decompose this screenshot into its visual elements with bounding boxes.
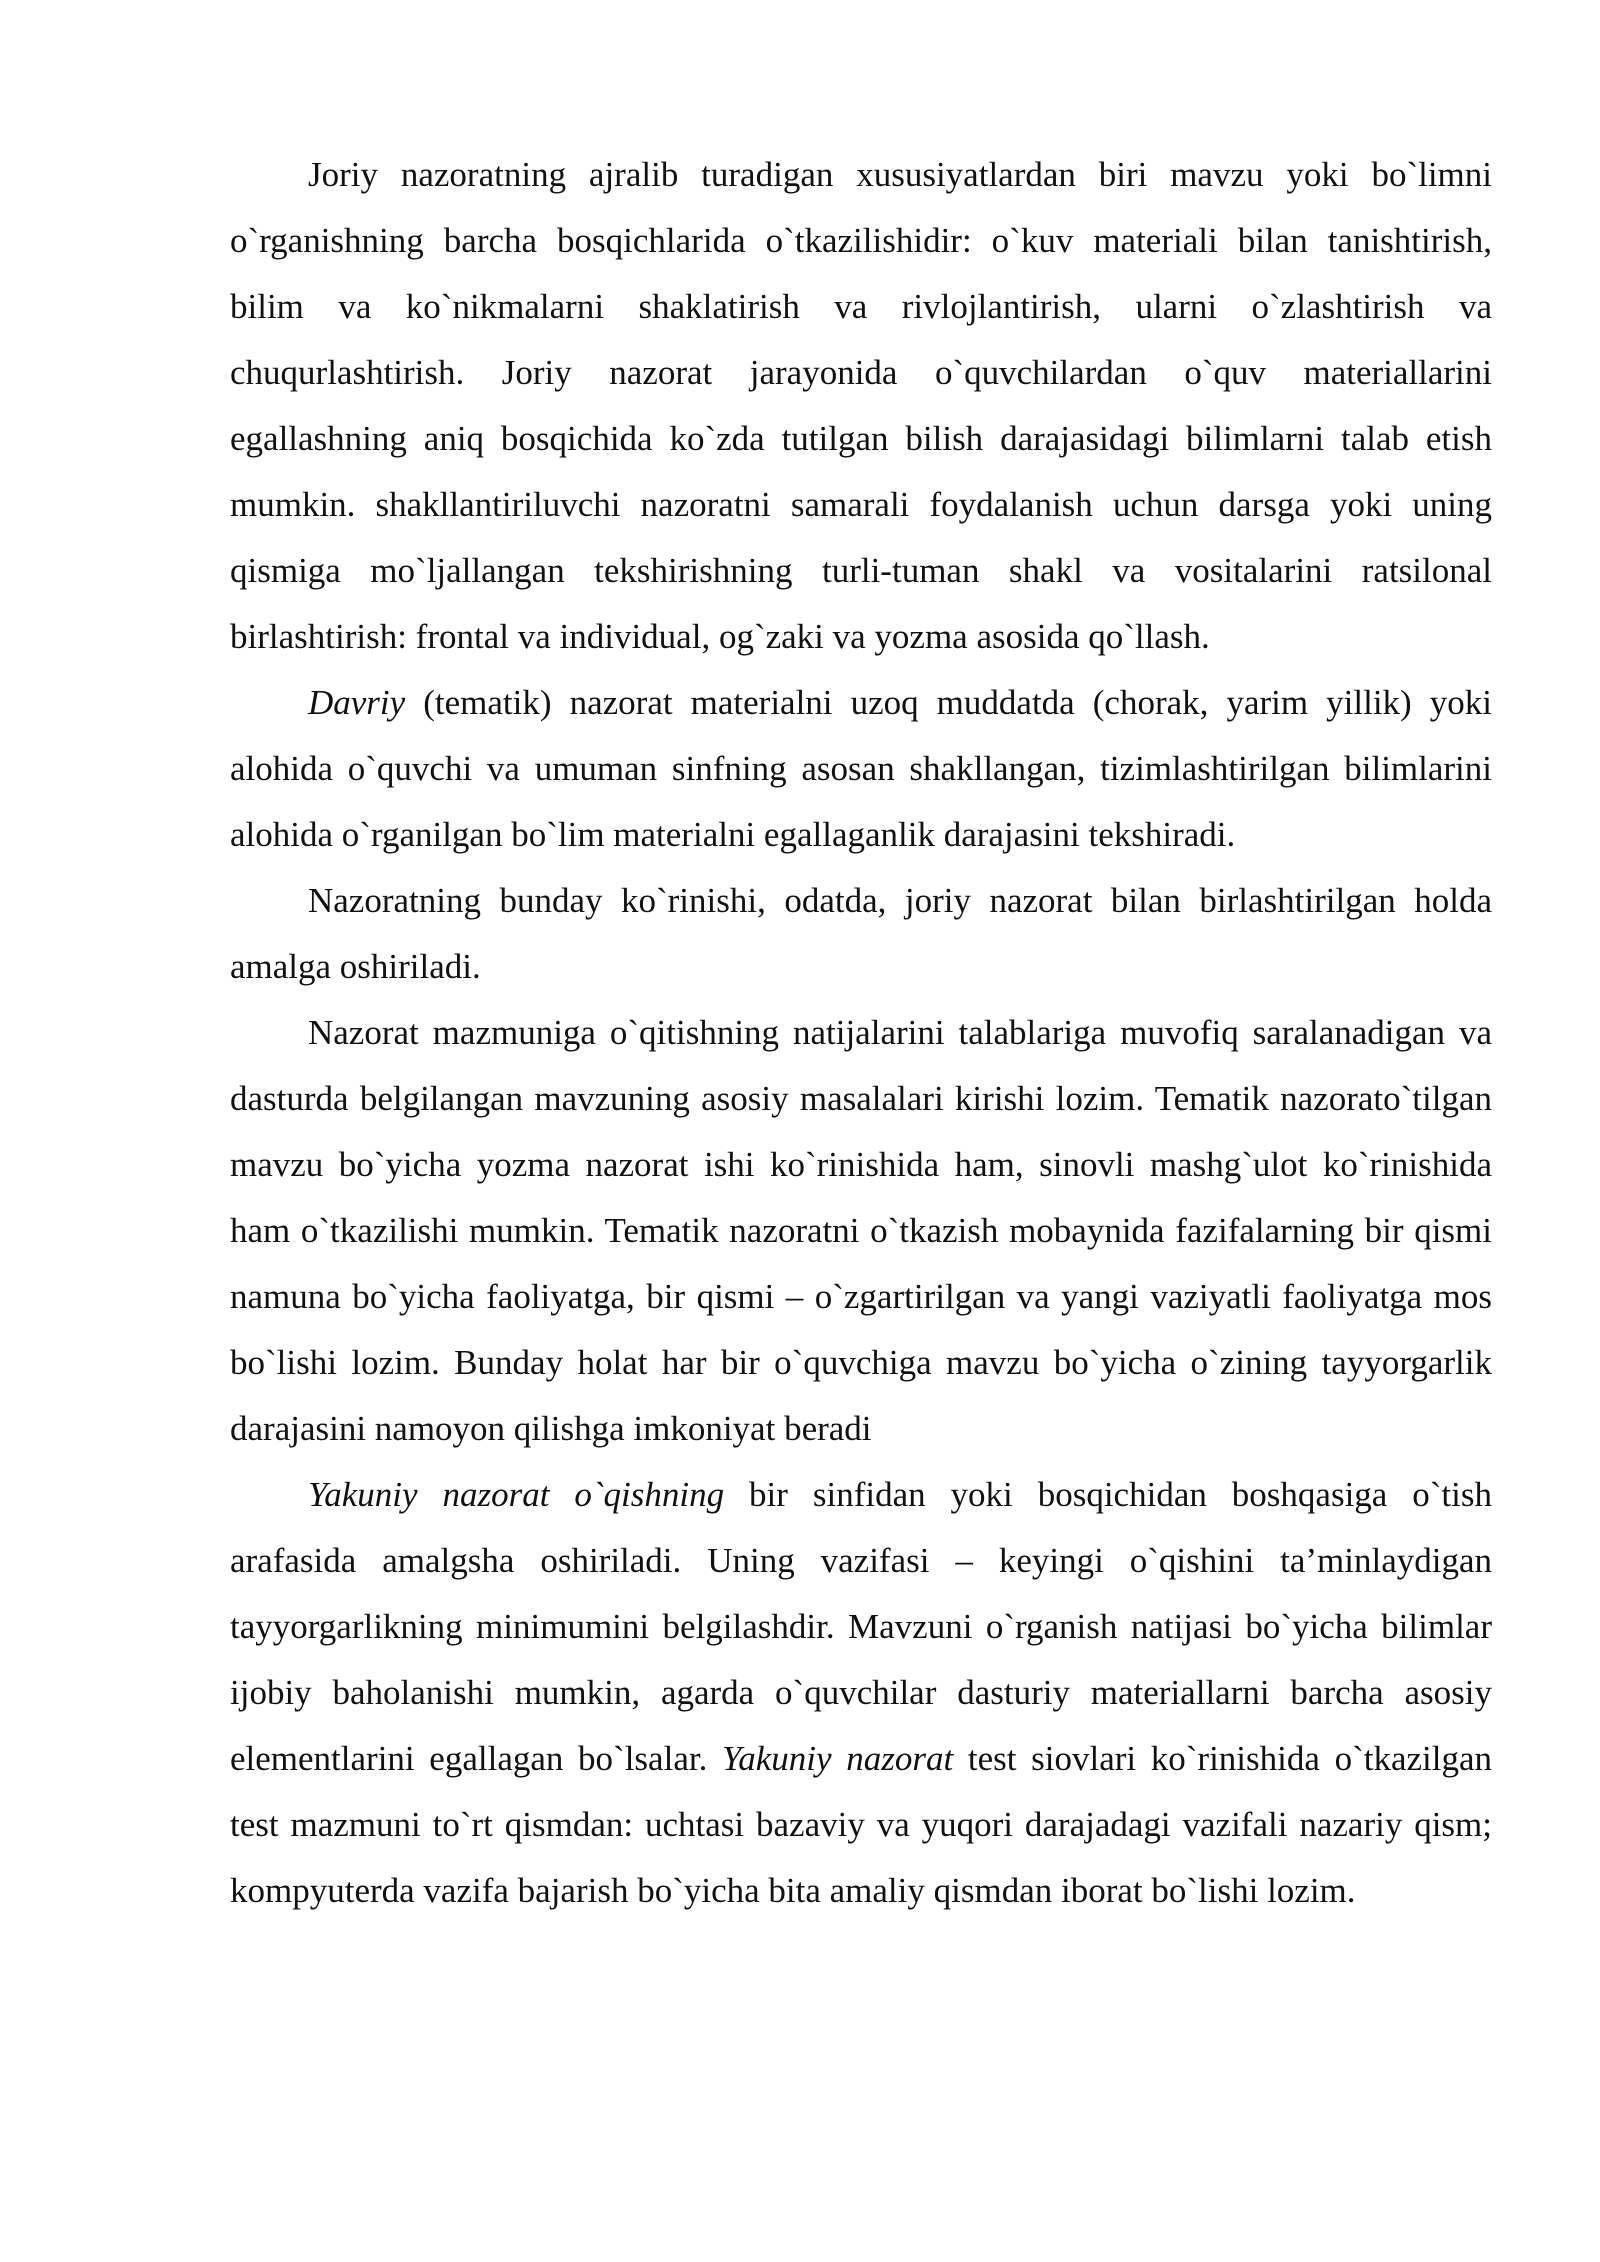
paragraph-text: (tematik) nazorat materialni uzoq muddatda (chorak, yarim yillik) yoki alohida o`quvchi va umuman sinfning asosan shakllangan, tizimlashtirilgan bilimlarini alohida o`rganilgan bo`lim materialni egallaganlik darajasini tekshiradi. xyxy=(230,683,1492,854)
paragraph-text: Nazoratning bunday ko`rinishi, odatda, joriy nazorat bilan birlashtirilgan holda amalga oshiriladi. xyxy=(230,881,1492,986)
paragraph-text: Joriy nazoratning ajralib turadigan xususiyatlardan biri mavzu yoki bo`limni o`rganishning barcha bosqichlarida o`tkazilishidir: o`kuv materiali bilan tanishtirish, bilim va ko`nikmalarni shaklatirish va rivlojlantirish, ularni o`zlashtirish va chuqurlashtirish. Joriy nazorat jarayonida o`quvchilardan o`quv materiallarini egallashning aniq bosqichida ko`zda tutilgan bilish darajasidagi bilimlarni talab etish mumkin. shakllantiriluvchi nazoratni samarali foydalanish uchun darsga yoki uning qismiga mo`ljallangan tekshirishning turli-tuman shakl va vositalarini ratsilonal birlashtirish: frontal va individual, og`zaki va yozma asosida qo`llash. xyxy=(230,155,1492,656)
document-body xyxy=(230,142,1492,1924)
paragraph-davriy-nazorat xyxy=(230,670,1492,868)
paragraph-term-yakuniy-oqishning: Yakuniy nazorat o`qishning xyxy=(308,1475,725,1514)
paragraph-joriy-nazorat xyxy=(230,142,1492,670)
paragraph-text: bir sinfidan yoki bosqichidan boshqasiga o`tish arafasida amalgsha oshiriladi. Uning vazifasi – keyingi o`qishini ta’minlaydigan tayyorgarlikning minimumini belgilashdir. Mavzuni o`rganish natijasi bo`yicha bilimlar ijobiy baholanishi mumkin, agarda o`quvchilar dasturiy materiallarni barcha asosiy elementlarini egallagan bo`lsalar. xyxy=(230,1475,1492,1778)
paragraph-text: Nazorat mazmuniga o`qitishning natijalarini talablariga muvofiq saralanadigan va dasturda belgilangan mavzuning asosiy masalalari kirishi lozim. Tematik nazorato`tilgan mavzu bo`yicha yozma nazorat ishi ko`rinishida ham, sinovli mashg`ulot ko`rinishida ham o`tkazilishi mumkin. Tematik nazoratni o`tkazish mobaynida fazifalarning bir qismi namuna bo`yicha faoliyatga, bir qismi – o`zgartirilgan va yangi vaziyatli faoliyatga mos bo`lishi lozim. Bunday holat har bir o`quvchiga mavzu bo`yicha o`zining tayyorgarlik darajasini namoyon qilishga imkoniyat beradi xyxy=(230,1013,1492,1448)
paragraph-text: test siovlari ko`rinishida o`tkazilgan test mazmuni to`rt qismdan: uchtasi bazaviy va yuqori darajadagi vazifali nazariy qism; kompyuterda vazifa bajarish bo`yicha bita amaliy qismdan iborat bo`lishi lozim. xyxy=(230,1739,1493,1910)
paragraph-nazorat-mazmuni xyxy=(230,1000,1492,1462)
paragraph-term-davriy: Davriy xyxy=(308,683,406,722)
paragraph-yakuniy-nazorat xyxy=(230,1462,1492,1924)
paragraph-nazorat-korinishi xyxy=(230,868,1492,1000)
paragraph-term-yakuniy-nazorat: Yakuniy nazorat xyxy=(722,1739,954,1778)
